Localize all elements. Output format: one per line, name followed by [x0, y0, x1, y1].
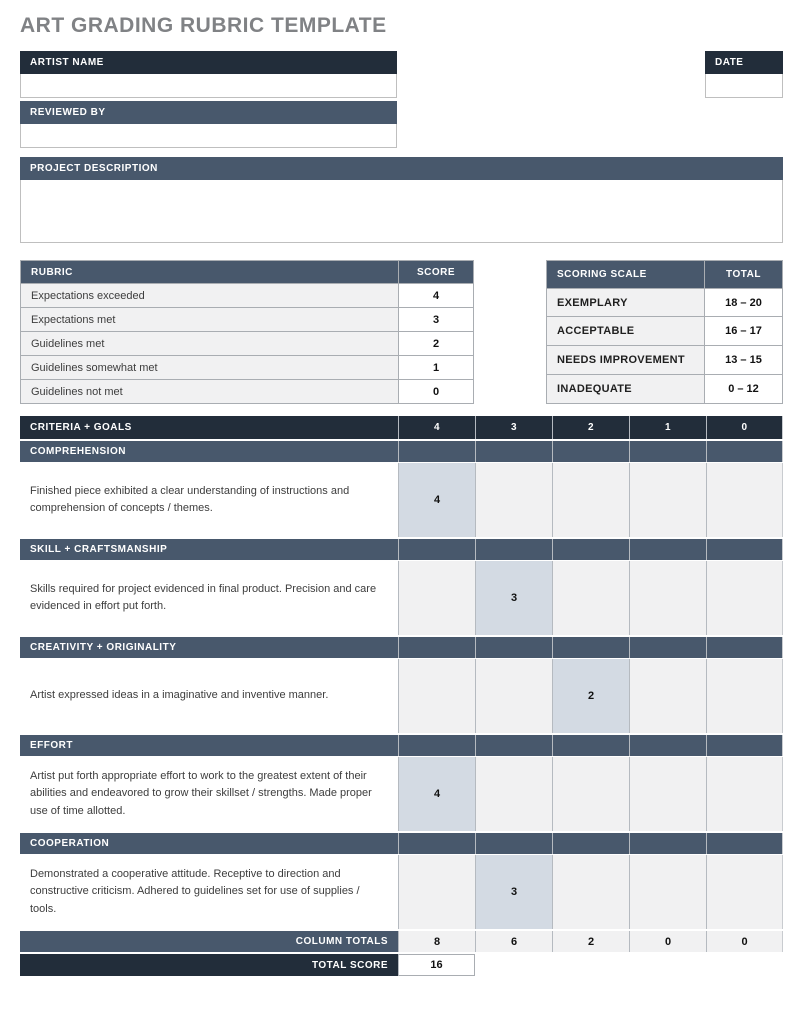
score-cell[interactable]: [398, 855, 475, 929]
scoring-scale-row: [547, 375, 783, 404]
criteria-section-header: [20, 537, 783, 560]
reviewed-by-label: REVIEWED BY: [20, 101, 397, 124]
section-title: COMPREHENSION: [20, 441, 398, 462]
date-block: [705, 51, 783, 98]
date-input[interactable]: [705, 74, 783, 98]
rubric-header: RUBRIC: [21, 261, 399, 284]
score-cell[interactable]: [629, 463, 706, 537]
criteria-section-header: [20, 635, 783, 658]
column-total-value: 2: [552, 931, 629, 952]
criteria-description: Artist put forth appropriate effort to work to the greatest extent of their abilities and endeavored to grow their skillset / strengths. Made proper use of time allotted.: [20, 757, 398, 831]
score-column-header: 4: [398, 416, 475, 439]
section-title: CREATIVITY + ORIGINALITY: [20, 637, 398, 658]
reviewed-by-input[interactable]: [20, 124, 397, 148]
top-fields-row: [20, 51, 783, 148]
rubric-row: [21, 284, 474, 308]
scoring-scale-header-row: [547, 261, 783, 289]
rubric-row-label: Guidelines met: [21, 332, 399, 356]
criteria-section-body: [20, 756, 783, 831]
score-cell[interactable]: [475, 659, 552, 733]
column-totals-row: [20, 929, 783, 952]
criteria-section-header: [20, 831, 783, 854]
score-cell[interactable]: [629, 855, 706, 929]
rubric-row: [21, 356, 474, 380]
rubric-header-row: [21, 261, 474, 284]
section-header-cell: [475, 833, 552, 854]
section-header-cell: [475, 735, 552, 756]
section-header-cell: [552, 441, 629, 462]
section-header-cell: [398, 637, 475, 658]
total-score-label: TOTAL SCORE: [20, 954, 398, 976]
score-cell[interactable]: [552, 561, 629, 635]
section-header-cell: [552, 539, 629, 560]
score-cell[interactable]: [552, 463, 629, 537]
rubric-row-label: Expectations met: [21, 308, 399, 332]
criteria-section-body: [20, 462, 783, 537]
project-description-input[interactable]: [20, 180, 783, 243]
scale-row-label: INADEQUATE: [547, 375, 705, 404]
criteria-description: Skills required for project evidenced in final product. Precision and care evidenced in effort put forth.: [20, 561, 398, 635]
column-total-value: 6: [475, 931, 552, 952]
rubric-table: [20, 260, 474, 404]
score-cell[interactable]: [475, 463, 552, 537]
total-score-row: [20, 952, 783, 976]
section-header-cell: [629, 637, 706, 658]
section-header-cell: [475, 637, 552, 658]
total-score-value: 16: [398, 954, 475, 976]
criteria-table: [20, 416, 783, 976]
scale-row-label: EXEMPLARY: [547, 288, 705, 317]
scoring-scale-total-header: TOTAL: [705, 261, 783, 289]
section-header-cell: [552, 637, 629, 658]
score-cell[interactable]: 2: [552, 659, 629, 733]
reviewed-by-block: [20, 101, 397, 148]
score-cell[interactable]: [706, 463, 783, 537]
column-total-value: 8: [398, 931, 475, 952]
rubric-row: [21, 380, 474, 404]
criteria-description: Demonstrated a cooperative attitude. Receptive to direction and constructive criticism. Adhered to guidelines set for use of supplies / tools.: [20, 855, 398, 929]
section-header-cell: [706, 539, 783, 560]
score-cell[interactable]: [706, 855, 783, 929]
artist-name-input[interactable]: [20, 74, 397, 98]
criteria-header-row: [20, 416, 783, 439]
section-header-cell: [706, 637, 783, 658]
column-total-value: 0: [706, 931, 783, 952]
rubric-row-label: Expectations exceeded: [21, 284, 399, 308]
section-header-cell: [629, 441, 706, 462]
scale-row-label: ACCEPTABLE: [547, 317, 705, 346]
score-cell[interactable]: 3: [475, 561, 552, 635]
section-header-cell: [398, 735, 475, 756]
criteria-section-body: [20, 560, 783, 635]
column-totals-label: COLUMN TOTALS: [20, 931, 398, 952]
rubric-row-score: 2: [399, 332, 474, 356]
rubric-row-score: 0: [399, 380, 474, 404]
rubric-row-label: Guidelines not met: [21, 380, 399, 404]
section-header-cell: [629, 735, 706, 756]
page-title: ART GRADING RUBRIC TEMPLATE: [20, 14, 387, 37]
section-header-cell: [398, 539, 475, 560]
score-cell[interactable]: [629, 561, 706, 635]
column-total-value: 0: [629, 931, 706, 952]
scoring-scale-header: SCORING SCALE: [547, 261, 705, 289]
project-description-block: [20, 157, 783, 243]
criteria-description: Artist expressed ideas in a imaginative and inventive manner.: [20, 659, 398, 733]
score-column-header: 0: [706, 416, 783, 439]
section-header-cell: [398, 441, 475, 462]
artist-name-label: ARTIST NAME: [20, 51, 397, 74]
score-column-header: 3: [475, 416, 552, 439]
section-header-cell: [398, 833, 475, 854]
criteria-section-body: [20, 658, 783, 733]
score-column-header: 2: [552, 416, 629, 439]
name-fields: [20, 51, 397, 148]
artist-name-block: [20, 51, 397, 98]
score-cell[interactable]: [398, 659, 475, 733]
score-cell[interactable]: 4: [398, 757, 475, 831]
score-cell[interactable]: [629, 757, 706, 831]
scale-row-total: 0 – 12: [705, 375, 783, 404]
date-label: DATE: [705, 51, 783, 74]
score-cell[interactable]: [552, 855, 629, 929]
project-description-label: PROJECT DESCRIPTION: [20, 157, 783, 180]
score-cell[interactable]: [706, 757, 783, 831]
section-header-cell: [475, 539, 552, 560]
scoring-scale-row: [547, 288, 783, 317]
section-header-cell: [706, 735, 783, 756]
rubric-row-score: 3: [399, 308, 474, 332]
scoring-scale-table: [546, 260, 783, 404]
section-header-cell: [552, 735, 629, 756]
section-title: EFFORT: [20, 735, 398, 756]
score-cell[interactable]: [398, 561, 475, 635]
criteria-goals-header: CRITERIA + GOALS: [20, 416, 398, 439]
rubric-score-header: SCORE: [399, 261, 474, 284]
section-header-cell: [706, 441, 783, 462]
score-cell[interactable]: [706, 561, 783, 635]
criteria-section-header: [20, 439, 783, 462]
rubric-row-score: 4: [399, 284, 474, 308]
section-header-cell: [629, 833, 706, 854]
rubric-row: [21, 332, 474, 356]
scale-row-total: 16 – 17: [705, 317, 783, 346]
section-header-cell: [475, 441, 552, 462]
criteria-section-body: [20, 854, 783, 929]
score-cell[interactable]: 3: [475, 855, 552, 929]
scoring-scale-row: [547, 346, 783, 375]
section-header-cell: [552, 833, 629, 854]
scale-row-total: 18 – 20: [705, 288, 783, 317]
section-title: SKILL + CRAFTSMANSHIP: [20, 539, 398, 560]
rubric-row-label: Guidelines somewhat met: [21, 356, 399, 380]
score-cell[interactable]: [475, 757, 552, 831]
rubric-row: [21, 308, 474, 332]
section-title: COOPERATION: [20, 833, 398, 854]
score-cell[interactable]: [629, 659, 706, 733]
score-cell[interactable]: [552, 757, 629, 831]
scoring-scale-row: [547, 317, 783, 346]
scale-row-total: 13 – 15: [705, 346, 783, 375]
reference-tables-row: [20, 260, 783, 404]
score-cell[interactable]: 4: [398, 463, 475, 537]
criteria-section-header: [20, 733, 783, 756]
section-header-cell: [706, 833, 783, 854]
score-column-header: 1: [629, 416, 706, 439]
section-header-cell: [629, 539, 706, 560]
rubric-row-score: 1: [399, 356, 474, 380]
criteria-description: Finished piece exhibited a clear understanding of instructions and comprehension of concepts / themes.: [20, 463, 398, 537]
score-cell[interactable]: [706, 659, 783, 733]
scale-row-label: NEEDS IMPROVEMENT: [547, 346, 705, 375]
